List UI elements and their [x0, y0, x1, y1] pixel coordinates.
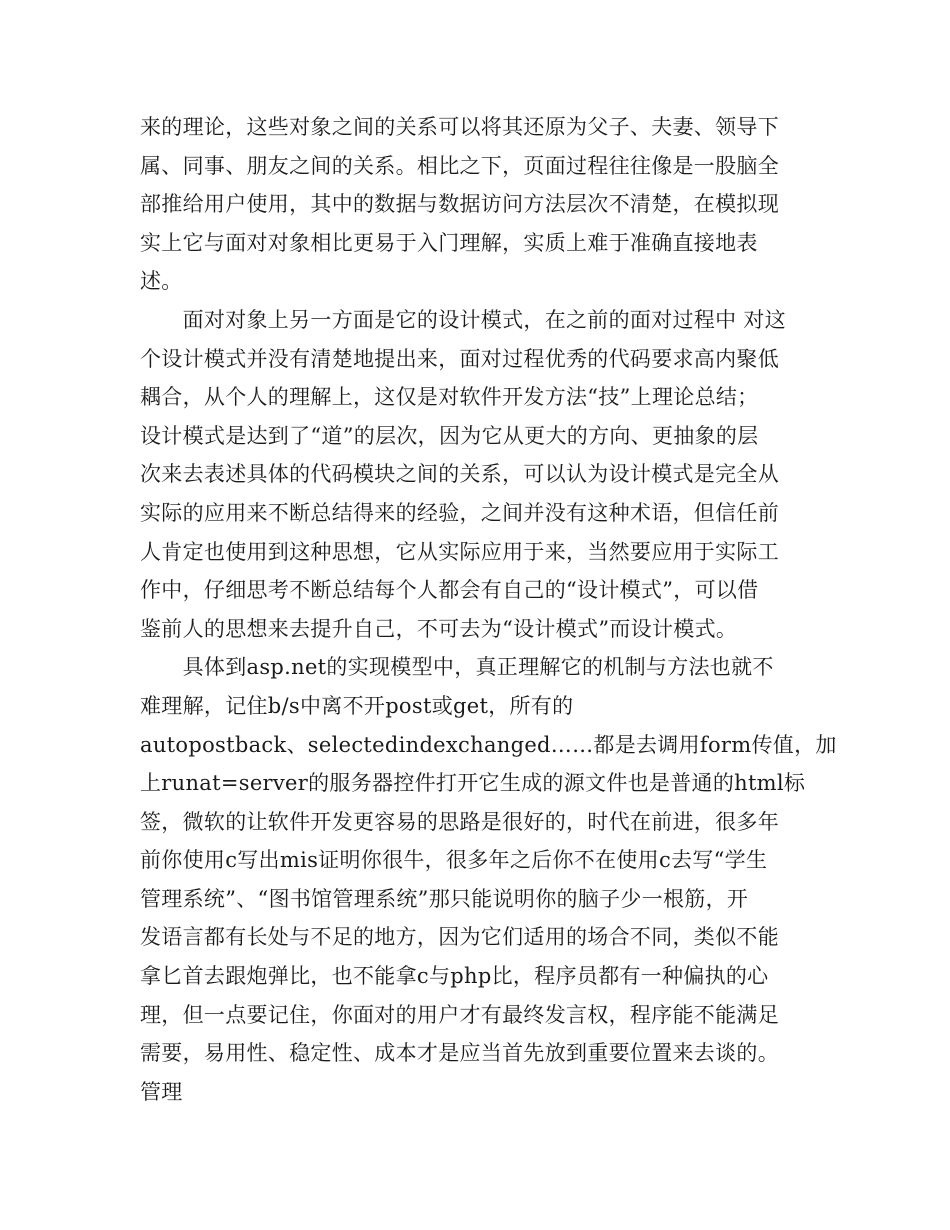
text-line: 作中，仔细思考不断总结每个人都会有自己的“设计模式”，可以借	[140, 578, 759, 603]
text-line: 实上它与面对对象相比更易于入门理解，实质上难于准确直接地表	[140, 230, 758, 255]
text-line: 管理系统”、“图书馆管理系统”那只能说明你的脑子少一根筋，开	[140, 886, 749, 911]
text-line: 管理	[140, 1079, 183, 1104]
text-line: 属、同事、朋友之间的关系。相比之下，页面过程往往像是一股脑全	[140, 153, 779, 178]
text-line: 理，但一点要记住，你面对的用户才有最终发言权，程序能不能满足	[140, 1002, 779, 1027]
text-line: 发语言都有长处与不足的地方，因为它们适用的场合不同，类似不能	[140, 925, 779, 950]
text-line: 实际的应用来不断总结得来的经验，之间并没有这种术语，但信任前	[140, 500, 779, 525]
text-line: 前你使用c写出mis证明你很牛，很多年之后你不在使用c去写“学生	[140, 848, 768, 873]
text-line: 上runat=server的服务器控件打开它生成的源文件也是普通的html标	[140, 771, 806, 796]
text-line: 个设计模式并没有清楚地提出来，面对过程优秀的代码要求高内聚低	[140, 346, 779, 371]
text-line: 设计模式是达到了“道”的层次，因为它从更大的方向、更抽象的层	[140, 423, 759, 448]
text-line: 来的理论，这些对象之间的关系可以将其还原为父子、夫妻、领导下	[140, 115, 779, 139]
text-line: 需要，易用性、稳定性、成本才是应当首先放到重要位置来去谈的。	[140, 1041, 779, 1066]
text-line: 人肯定也使用到这种思想，它从实际应用于来，当然要应用于实际工	[140, 539, 779, 564]
text-line: 鉴前人的思想来去提升自己，不可去为“设计模式”而设计模式。	[140, 616, 738, 641]
text-line: 述。	[140, 269, 183, 294]
text-line: 次来去表述具体的代码模块之间的关系，可以认为设计模式是完全从	[140, 462, 779, 487]
text-line: 签，微软的让软件开发更容易的思路是很好的，时代在前进，很多年	[140, 809, 779, 834]
text-line: 拿匕首去跟炮弹比，也不能拿c与php比，程序员都有一种偏执的心	[140, 964, 769, 989]
text-line: 面对对象上另一方面是它的设计模式，在之前的面对过程中 对这	[140, 307, 786, 332]
body-text	[140, 108, 837, 1111]
text-line: 耦合，从个人的理解上，这仅是对软件开发方法“技”上理论总结；	[140, 385, 759, 410]
text-line: 难理解，记住b/s中离不开post或get，所有的	[140, 693, 574, 718]
text-line: 具体到asp.net的实现模型中，真正理解它的机制与方法也就不	[140, 655, 774, 680]
text-line: autopostback、selectedindexchanged……都是去调用form传值，加	[140, 732, 837, 757]
text-line: 部推给用户使用，其中的数据与数据访问方法层次不清楚，在模拟现	[140, 192, 779, 217]
